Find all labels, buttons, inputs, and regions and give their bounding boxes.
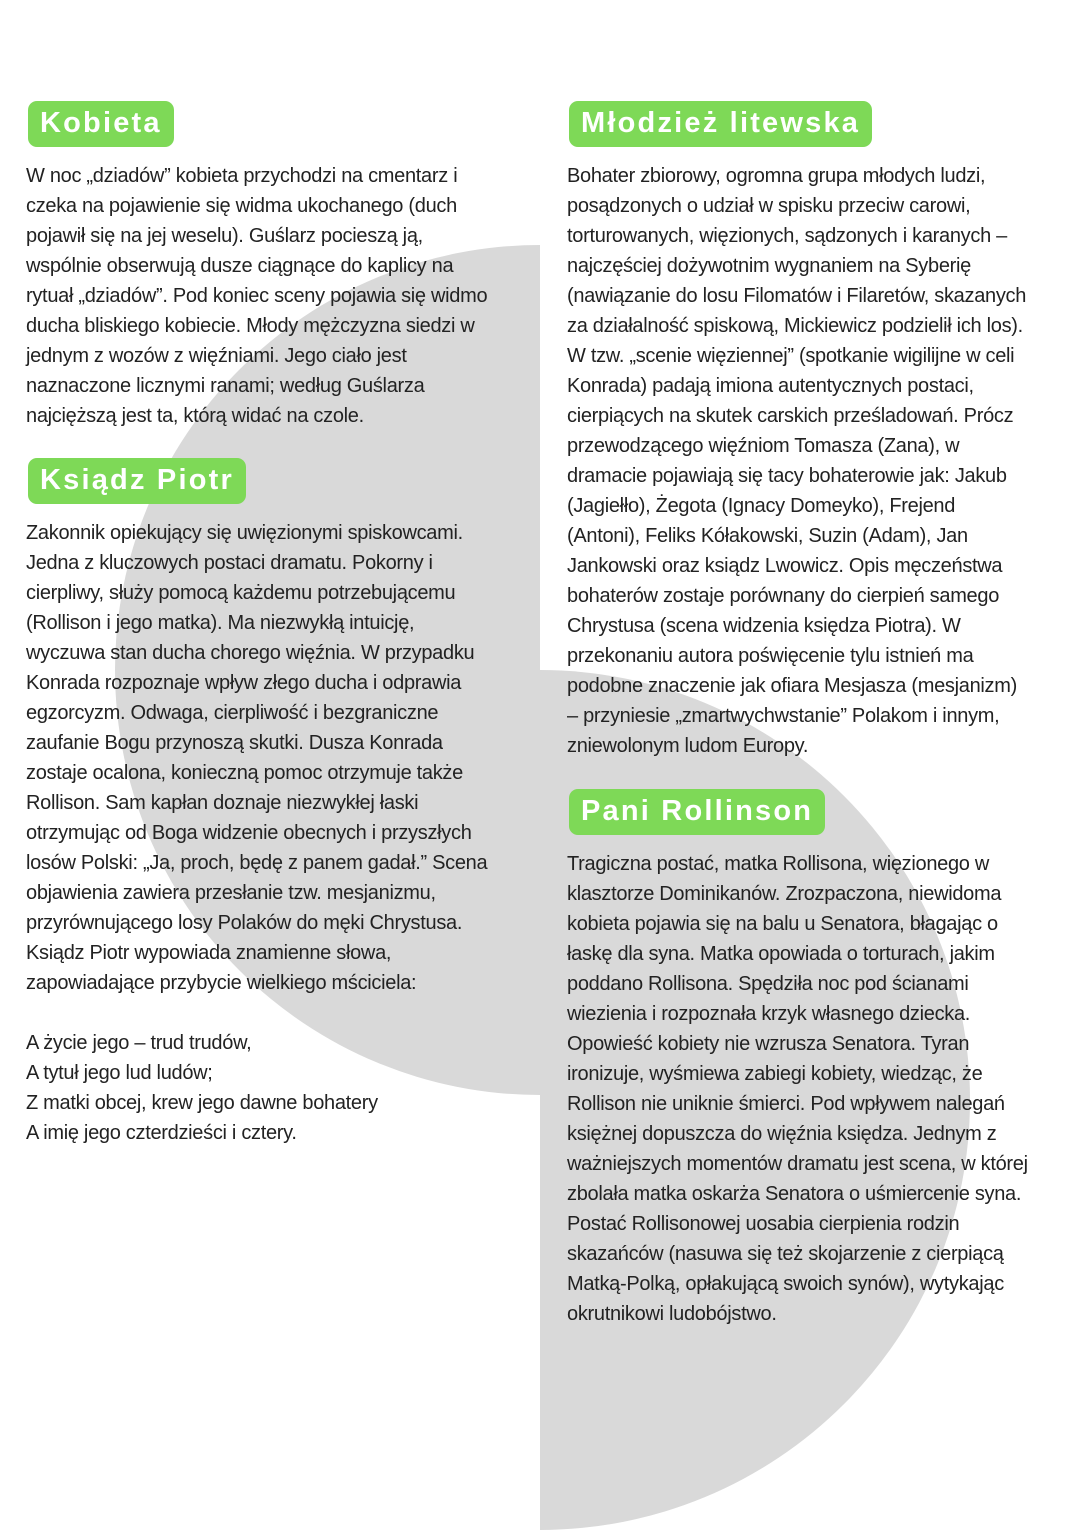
text-line: egzorcyzm. Odwaga, cierpliwość i bezgraniczne	[26, 702, 439, 724]
text-line: ironizuje, wyśmiewa zabiegi kobiety, wiedząc, że	[567, 1063, 983, 1085]
text-line: W tzw. „scenie więziennej” (spotkanie wigilijne w celi	[567, 345, 1015, 367]
text-line: Bohater zbiorowy, ogromna grupa młodych ludzi,	[567, 165, 986, 187]
text-line: (Rollison i jego matka). Ma niezwykłą intuicję,	[26, 612, 415, 634]
text-line: cierpliwy, służy pomocą każdemu potrzebującemu	[26, 582, 456, 604]
text-line: naznaczone licznymi ranami; według Guślarza	[26, 375, 425, 397]
section-heading: Ksiądz Piotr	[28, 458, 246, 504]
text-line: ważniejszych momentów dramatu jest scena, w której	[567, 1153, 1028, 1175]
text-line: objawienia zawiera przesłanie tzw. mesjanizmu,	[26, 882, 436, 904]
text-line: czeka na pojawienie się widma ukochanego (duch	[26, 195, 457, 217]
text-line: Z matki obcej, krew jego dawne bohatery	[26, 1092, 378, 1114]
text-line: W noc „dziadów” kobieta przychodzi na cmentarz i	[26, 165, 458, 187]
text-line: najczęściej dożywotnim wygnaniem na Syberię	[567, 255, 971, 277]
section-body	[567, 161, 1026, 761]
text-line: Rollison nie uniknie śmierci. Pod wpływem nalegań	[567, 1093, 1005, 1115]
text-line: Tragiczna postać, matka Rollisona, więzionego w	[567, 853, 990, 875]
text-line: przewodzącego więźniom Tomasza (Zana), w	[567, 435, 960, 457]
text-line: okrutnikowi ludobójstwo.	[567, 1303, 777, 1325]
text-line: pojawił się na jej weselu). Guślarz pocieszą ją,	[26, 225, 423, 247]
section-kobieta	[26, 101, 487, 431]
section-heading: Kobieta	[28, 101, 174, 147]
text-line: Rollison. Sam kapłan doznaje niezwykłej łaski	[26, 792, 419, 814]
text-line: dramacie pojawiają się tacy bohaterowie jak: Jakub	[567, 465, 1007, 487]
text-line: Jankowski oraz ksiądz Lwowicz. Opis męczeństwa	[567, 555, 1003, 577]
text-line: zniewolonym ludom Europy.	[567, 735, 809, 757]
text-line: (Jagiełło), Żegota (Ignacy Domeyko), Frejend	[567, 495, 956, 517]
text-line: zostaje ocalona, konieczną pomoc otrzymuje także	[26, 762, 463, 784]
text-line: wyczuwa stan ducha chorego więźnia. W przypadku	[26, 642, 475, 664]
text-line: Chrystusa (scena widzenia księdza Piotra). W	[567, 615, 961, 637]
text-line: Postać Rollisonowej uosabia cierpienia rodzin	[567, 1213, 960, 1235]
section-heading: Młodzież litewska	[569, 101, 872, 147]
text-line: – przyniesie „zmartwychwstanie” Polakom i innym,	[567, 705, 1000, 727]
section-ksiadz-piotr	[26, 458, 487, 1148]
text-line: Opowieść kobiety nie wzrusza Senatora. Tyran	[567, 1033, 970, 1055]
text-line: klasztorze Dominikanów. Zrozpaczona, niewidoma	[567, 883, 1002, 905]
text-line: A tytuł jego lud ludów;	[26, 1062, 213, 1084]
text-line: skazańców (nasuwa się też skojarzenie z cierpiącą	[567, 1243, 1004, 1265]
text-line: przyrównującego losy Polaków do męki Chrystusa.	[26, 912, 463, 934]
text-line: Zakonnik opiekujący się uwięzionymi spiskowcami.	[26, 522, 463, 544]
text-line: (Antoni), Feliks Kółakowski, Suzin (Adam), Jan	[567, 525, 968, 547]
text-line: Matką-Polką, opłakującą swoich synów), wytykając	[567, 1273, 1004, 1295]
text-line: bohaterów zostaje porównany do cierpień samego	[567, 585, 1000, 607]
text-line: podobne znaczenie jak ofiara Mesjasza (mesjanizm)	[567, 675, 1017, 697]
text-line: wspólnie obserwują dusze ciągnące do kaplicy na	[26, 255, 454, 277]
text-line: zapowiadające przybycie wielkiego mściciela:	[26, 972, 417, 994]
text-line: Ksiądz Piotr wypowiada znamienne słowa,	[26, 942, 392, 964]
text-line: wiezienia i rozpoznała krzyk własnego dziecka.	[567, 1003, 971, 1025]
section-body	[26, 161, 487, 431]
text-line: ducha bliskiego kobiecie. Młody mężczyzna siedzi w	[26, 315, 475, 337]
text-line: Konrada rozpoznaje wpływ złego ducha i odprawia	[26, 672, 462, 694]
text-line: kobieta pojawia się na balu u Senatora, błagając o	[567, 913, 998, 935]
text-line: najcięższą jest ta, którą widać na czole.	[26, 405, 364, 427]
text-line: zbolała matka oskarża Senatora o uśmiercenie syna.	[567, 1183, 1022, 1205]
text-line: jednym z wozów z więźniami. Jego ciało jest	[26, 345, 407, 367]
text-line: otrzymując od Boga widzenie obecnych i przyszłych	[26, 822, 472, 844]
text-line: poddano Rollisona. Spędziła noc pod ścianami	[567, 973, 969, 995]
text-line: torturowanych, więzionych, sądzonych i karanych –	[567, 225, 1007, 247]
section-pani-rollinson	[567, 789, 1028, 1329]
text-line: losów Polski: „Ja, proch, będę z panem gadał.” Scena	[26, 852, 488, 874]
text-line: przekonaniu autora poświęcenie tylu istnień ma	[567, 645, 974, 667]
text-line: zaufanie Bogu przynoszą skutki. Dusza Konrada	[26, 732, 443, 754]
paragraph-gap	[26, 998, 487, 1028]
section-body	[26, 518, 487, 1148]
text-line: cierpiących na skutek carskich prześladowań. Prócz	[567, 405, 1014, 427]
text-line: posądzonych o udział w spisku przeciw carowi,	[567, 195, 971, 217]
section-mlodziez-litewska	[567, 101, 1026, 761]
text-line: księżnej dopuszcza do więźnia księdza. Jednym z	[567, 1123, 997, 1145]
section-heading: Pani Rollinson	[569, 789, 825, 835]
text-line: za działalność spiskową, Mickiewicz podzielił ich los).	[567, 315, 1023, 337]
text-line: (nawiązanie do losu Filomatów i Filaretów, skazanych	[567, 285, 1027, 307]
text-line: rytuał „dziadów”. Pod koniec sceny pojawia się widmo	[26, 285, 488, 307]
text-line: łaskę dla syna. Matka opowiada o torturach, jakim	[567, 943, 995, 965]
text-line: Jedna z kluczowych postaci dramatu. Pokorny i	[26, 552, 433, 574]
text-line: Konrada) padają imiona autentycznych postaci,	[567, 375, 974, 397]
text-line: A życie jego – trud trudów,	[26, 1032, 252, 1054]
text-line: A imię jego czterdzieści i cztery.	[26, 1122, 297, 1144]
section-body	[567, 849, 1028, 1329]
